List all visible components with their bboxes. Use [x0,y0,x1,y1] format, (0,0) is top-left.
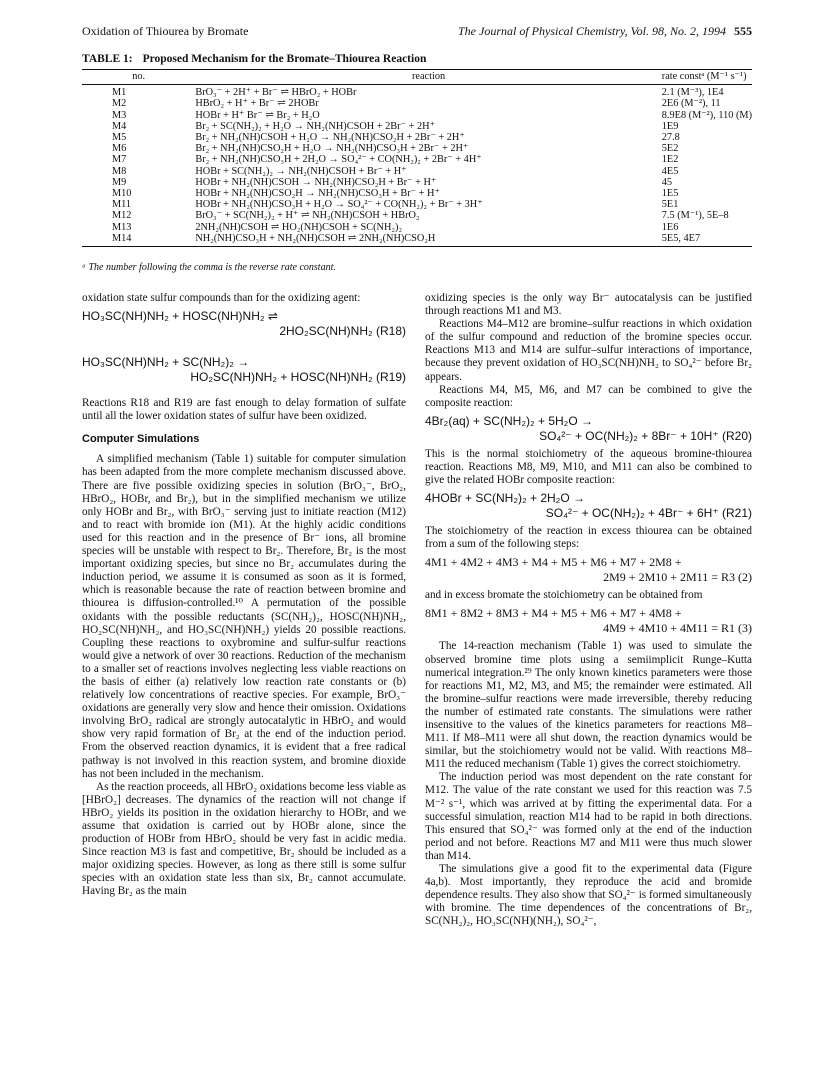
rate-constant: 4E5 [661,165,679,177]
paragraph: A simplified mechanism (Table 1) suitable for computer simulation has been adapted from the more complete mechanism discussed above. There are five possible oxidizing species in solution (BrO₃⁻, BrO₂, HBrO₂, HOBr, and Br₂), but in the simplified mechanism we utilize only HOBr and Br₂, with BrO₃⁻ serving just to initiate reaction (M12) and to react with bromide ion (M1). At the highly acidic conditions used for this reaction and in the presence of Br⁻ ions, all bromine species will be unstable with respect to Br₂. Therefore, Br₂ is the most important oxidizing species, but since no Br₂ accumulates during the induction period, we assume it is consumed as soon as it is formed, which is reasonable because the rate of reaction between bromine and thiourea is diffusion-controlled.¹⁰ A permutation of the possible oxidants with the possible reductants (SC(NH₂)₂, HOSC(NH)NH₂, HO₂SC(NH)NH₂, and HO₃SC(NH)NH₂) yields 20 possible reactions. Coupling these reactions to oxybromine and sulfur-sulfur reactions would give a network of over 30 reactions. Reduction of the mechanism to a smaller set of reactions involves neglecting less viable reactions on the basis of either (a) relatively low reaction rate constants or (b) relatively low concentrations of reactive species. For example, BrO₃⁻ oxidations are generally very slow and hence their omission. Oxidations involving BrO₂ radical are strongly autocatalytic in HBrO₂ and would show very rapid formation of Br₂ at the end of the induction period. From the observed reaction dynamics, it is evident that a free radical pathway is not involved in this reaction system, and bromine dioxide has not been included in the mechanism. [82,453,406,780]
rate-constant: 8.9E8 (M⁻²), 110 (M) [661,109,752,121]
left-column [82,292,406,899]
reaction-number: M14 [82,233,165,247]
paragraph: The simulations give a good fit to the experimental data (Figure 4a,b). Most importantly, they reproduce the acid and bromide dependence results. They also show that SO₄²⁻ is formed simultaneously with bromine. The time dependences of the concentrations of Br₂, SC(NH₂)₂, HO₃SC(NH)(NH₂), SO₄²⁻, [425,863,752,928]
reaction-equation: Br₂ + NH₂(NH)CSOH + H₂O → NH₂(NH)CSO₂H + 2Br⁻ + 2H⁺ [195,132,465,144]
table-row [82,154,752,165]
equation-r21: 4HOBr + SC(NH₂)₂ + 2H₂O → SO₄²⁻ + OC(NH₂)₂ + 4Br⁻ + 6H⁺ (R21) [425,491,752,521]
rate-constant: 5E2 [661,143,679,155]
paragraph: This is the normal stoichiometry of the aqueous bromine-thiourea reaction. Reactions M8, M9, M10, and M11 can also be combined to give the related HOBr composite reaction: [425,447,752,487]
reaction-equation: 2NH₂(NH)CSOH ⇌ HO₂(NH)CSOH + SC(NH₂)₂ [195,221,403,233]
reaction-equation: Br₂ + NH₂(NH)CSO₃H + 2H₂O → SO₄²⁻ + CO(NH₂)₂ + 2Br⁻ + 4H⁺ [195,154,482,166]
reaction-number: M12 [112,210,132,222]
paragraph: The induction period was most dependent on the rate constant for M12. The value of the rate constant we used for this reaction was 7.5 M⁻² s⁻¹, which was arrived at by fitting the experimental data. For a successful simulation, reaction M14 had to be rapid in both directions. This ensured that SO₄²⁻ was formed only at the end of the induction period and not before. Reactions M7 and M11 were thus much slower than M14. [425,771,752,862]
running-title: Oxidation of Thiourea by Bromate [82,24,249,38]
journal-citation: The Journal of Physical Chemistry, Vol. 98, No. 2, 1994 555 [458,24,752,38]
reaction-equation: BrO₃⁻ + 2H⁺ + Br⁻ ⇌ HBrO₂ + HOBr [195,87,357,99]
table-row [82,143,752,154]
col-header-no: no. [82,70,165,85]
rate-constant: 1E9 [661,120,679,132]
equation-r19: HO₃SC(NH)NH₂ + SC(NH₂)₂ → HO₂SC(NH)NH₂ + HOSC(NH)NH₂ (R19) [82,355,406,385]
paragraph: As the reaction proceeds, all HBrO₂ oxidations become less viable as [HBrO₂] decreases. The dynamics of the reaction will not change if HBrO₂ yields its position in the oxidation hierarchy to HOBr, and we assume that oxidation is carried out by HOBr alone, since the production of HOBr from HBrO₂ should be very fast in acidic media. Since reaction M3 is fast and competitive, Br₂ should be included as a major oxidizing species. However, as long as there still is some sulfur species with an oxidation state less than six, Br₂ cannot accumulate. Having Br₂ as the main [82,780,406,898]
table-footnote: ᵃ The number following the comma is the reverse rate constant. [82,262,336,273]
section-heading: Computer Simulations [82,433,200,446]
equation-r18: HO₃SC(NH)NH₂ + HOSC(NH)NH₂ ⇌ 2HO₂SC(NH)NH₂ (R18) [82,309,406,339]
rate-constant: 2.1 (M⁻³), 1E4 [661,87,724,99]
right-column [425,292,752,928]
equation-3: 8M1 + 8M2 + 8M3 + M4 + M5 + M6 + M7 + 4M8 + 4M9 + 4M10 + 4M11 = R1 (3) [425,606,752,636]
paragraph: Reactions M4, M5, M6, and M7 can be combined to give the composite reaction: [425,383,752,409]
reaction-number: M9 [112,176,127,188]
reaction-number: M1 [112,87,127,99]
reaction-equation: BrO₃⁻ + SC(NH₂)₂ + H⁺ ⇌ NH₂(NH)CSOH + HBrO₂ [195,210,420,222]
table-row [82,85,752,99]
reaction-equation: HOBr + NH₂(NH)CSO₃H + H₂O → SO₄²⁻ + CO(NH₂)₂ + Br⁻ + 3H⁺ [195,199,483,211]
reaction-number: M3 [112,109,127,121]
table-row [82,233,752,247]
paragraph: oxidizing species is the only way Br⁻ autocatalysis can be justified through reactions M1 and M3. [425,292,752,318]
table-row [82,110,752,121]
rate-constant: 27.8 [661,132,680,144]
reaction-number: M6 [112,143,127,155]
reaction-number: M10 [112,188,132,200]
table-row [82,210,752,221]
table-row [82,222,752,233]
table-row [82,121,752,132]
paragraph: Reactions M4–M12 are bromine–sulfur reactions in which oxidation of the sulfur compound and reduction of the bromine species occur. Reactions M13 and M14 are sulfur–sulfur interactions of importance, because they prevent oxidation of HO₃SC(NH)NH₂ to SO₄²⁻ before Br₂ appears. [425,318,752,383]
col-header-rate: rate constᵃ (M⁻¹ s⁻¹) [662,70,752,85]
reaction-equation: NH₂(NH)CSO₃H + NH₂(NH)CSOH ⇌ 2NH₂(NH)CSO₂H [165,233,661,247]
rate-constant: 2E6 (M⁻²), 11 [661,98,721,110]
reaction-equation: HOBr + SC(NH₂)₂ → NH₂(NH)CSOH + Br⁻ + H⁺ [195,165,407,177]
col-header-reaction: reaction [165,70,661,85]
rate-constant: 5E5, 4E7 [662,233,752,247]
table-row [82,98,752,109]
paragraph: Reactions R18 and R19 are fast enough to delay formation of sulfate until all the lower oxidation states of sulfur have been oxidized. [82,397,406,423]
page-number: 555 [734,24,752,38]
reaction-number: M2 [112,98,127,110]
table-row [82,132,752,143]
paragraph: and in excess bromate the stoichiometry can be obtained from [425,589,703,602]
reaction-equation: HOBr + H⁺ Br⁻ ⇌ Br₂ + H₂O [195,109,320,121]
rate-constant: 1E5 [661,188,679,200]
table-row [82,166,752,177]
reaction-number: M13 [112,221,132,233]
reaction-number: M7 [112,154,127,166]
paragraph: The 14-reaction mechanism (Table 1) was used to simulate the observed bromine time plots using a semiimplicit Runge–Kutta numerical integration.²⁹ The only known kinetics parameters were those for reactions M1, M2, M3, and M5; the remainder were estimated. All the bromine–sulfur reactions were made irreversible, thereby reducing the number of estimated rate constants. The simulations were rather insensitive to the values of the kinetics parameters for reactions M8–M11. If M8–M11 were all shut down, the reaction dynamics would be similar, but the stoichiometry would not be valid. With reactions M8–M11 the reduced mechanism (Table 1) gives the correct stoichiometry. [425,640,752,771]
rate-constant: 45 [661,176,673,188]
equation-2: 4M1 + 4M2 + 4M3 + M4 + M5 + M6 + M7 + 2M8 + 2M9 + 2M10 + 2M11 = R3 (2) [425,555,752,585]
table-caption: TABLE 1: Proposed Mechanism for the Bromate–Thiourea Reaction [82,53,427,65]
table-header-row [82,70,752,85]
reaction-equation: Br₂ + SC(NH₂)₂ + H₂O → NH₂(NH)CSOH + 2Br⁻ + 2H⁺ [195,120,436,132]
paragraph: The stoichiometry of the reaction in excess thiourea can be obtained from a sum of the following steps: [425,525,752,551]
paragraph: oxidation state sulfur compounds than for the oxidizing agent: [82,292,361,304]
reaction-number: M11 [112,199,132,211]
reaction-number: M8 [112,165,127,177]
table-row [82,188,752,199]
table-row [82,199,752,210]
reaction-equation: HOBr + NH₂(NH)CSOH → NH₂(NH)CSO₂H + Br⁻ + H⁺ [195,176,437,188]
equation-r20: 4Br₂(aq) + SC(NH₂)₂ + 5H₂O → SO₄²⁻ + OC(NH₂)₂ + 8Br⁻ + 10H⁺ (R20) [425,413,752,443]
reaction-equation: HOBr + NH₂(NH)CSO₂H → NH₂(NH)CSO₃H + Br⁻ + H⁺ [195,188,440,200]
rate-constant: 5E1 [661,199,679,211]
reaction-number: M5 [112,132,127,144]
reaction-equation: Br₂ + NH₂(NH)CSO₂H + H₂O → NH₂(NH)CSO₃H + 2Br⁻ + 2H⁺ [195,143,469,155]
reaction-equation: HBrO₂ + H⁺ + Br⁻ ⇌ 2HOBr [195,98,319,110]
table-row [82,177,752,188]
mechanism-table [82,69,752,247]
reaction-number: M4 [112,120,127,132]
table-body [82,85,752,247]
rate-constant: 1E6 [661,221,679,233]
rate-constant: 7.5 (M⁻¹), 5E–8 [661,210,729,222]
rate-constant: 1E2 [661,154,679,166]
